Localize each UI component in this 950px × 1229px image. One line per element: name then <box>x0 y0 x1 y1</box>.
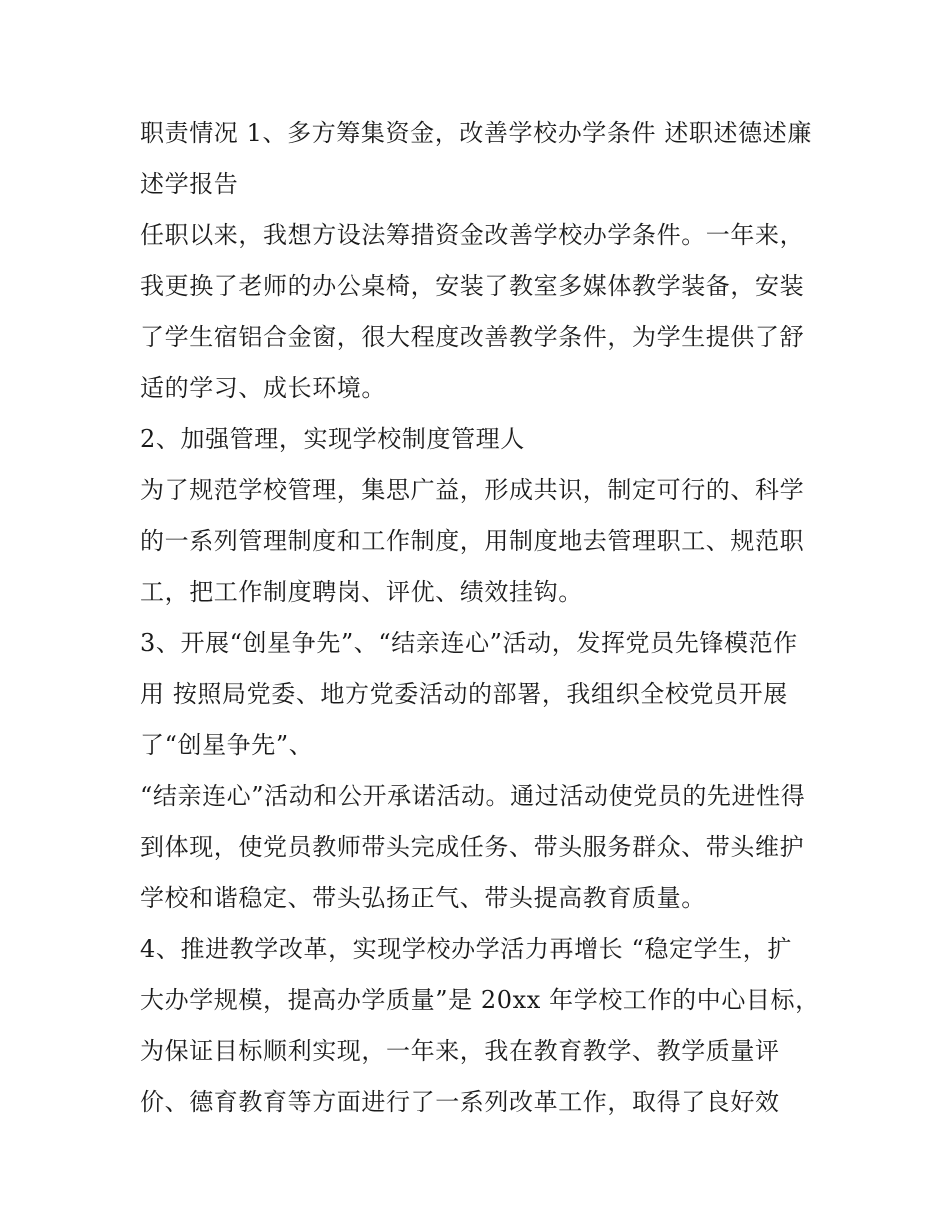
text-line: 用 按照局党委、地方党委活动的部署，我组织全校党员开展 <box>140 680 788 708</box>
text-line: 了“创星争先”、 <box>140 731 314 759</box>
text-line: 任职以来，我想方设法筹措资金改善学校办学条件。一年来， <box>140 221 805 249</box>
text-line: 工，把工作制度聘岗、评优、绩效挂钩。 <box>140 578 583 606</box>
text-line: 4、推进教学改革，实现学校办学活力再增长 “稳定学生，扩 <box>140 935 792 963</box>
text-line: 我更换了老师的办公桌椅，安装了教室多媒体教学装备，安装 <box>140 272 805 300</box>
text-line: 述学报告 <box>140 170 239 198</box>
text-line: 适的学习、成长环境。 <box>140 374 386 402</box>
text-line: 了学生宿铝合金窗，很大程度改善教学条件，为学生提供了舒 <box>140 323 805 351</box>
text-line: 到体现，使党员教师带头完成任务、带头服务群众、带头维护 <box>140 833 805 861</box>
document-body <box>140 108 820 1128</box>
text-line: 职责情况 1、多方筹集资金，改善学校办学条件 述职述德述廉 <box>140 119 812 147</box>
text-line: 2、加强管理，实现学校制度管理人 <box>140 425 525 453</box>
text-line: 价、德育教育等方面进行了一系列改革工作，取得了良好效 <box>140 1088 780 1116</box>
text-line: 的一系列管理制度和工作制度，用制度地去管理职工、规范职 <box>140 527 805 555</box>
text-line: 为保证目标顺利实现，一年来，我在教育教学、教学质量评 <box>140 1037 780 1065</box>
text-line: 大办学规模，提高办学质量”是 20xx 年学校工作的中心目标， <box>140 986 820 1014</box>
text-line: 3、开展“创星争先”、“结亲连心”活动，发挥党员先锋模范作 <box>140 629 798 657</box>
text-line: 为了规范学校管理，集思广益，形成共识，制定可行的、科学 <box>140 476 805 504</box>
text-line: “结亲连心”活动和公开承诺活动。通过活动使党员的先进性得 <box>140 782 806 810</box>
text-line: 学校和谐稳定、带头弘扬正气、带头提高教育质量。 <box>140 884 706 912</box>
